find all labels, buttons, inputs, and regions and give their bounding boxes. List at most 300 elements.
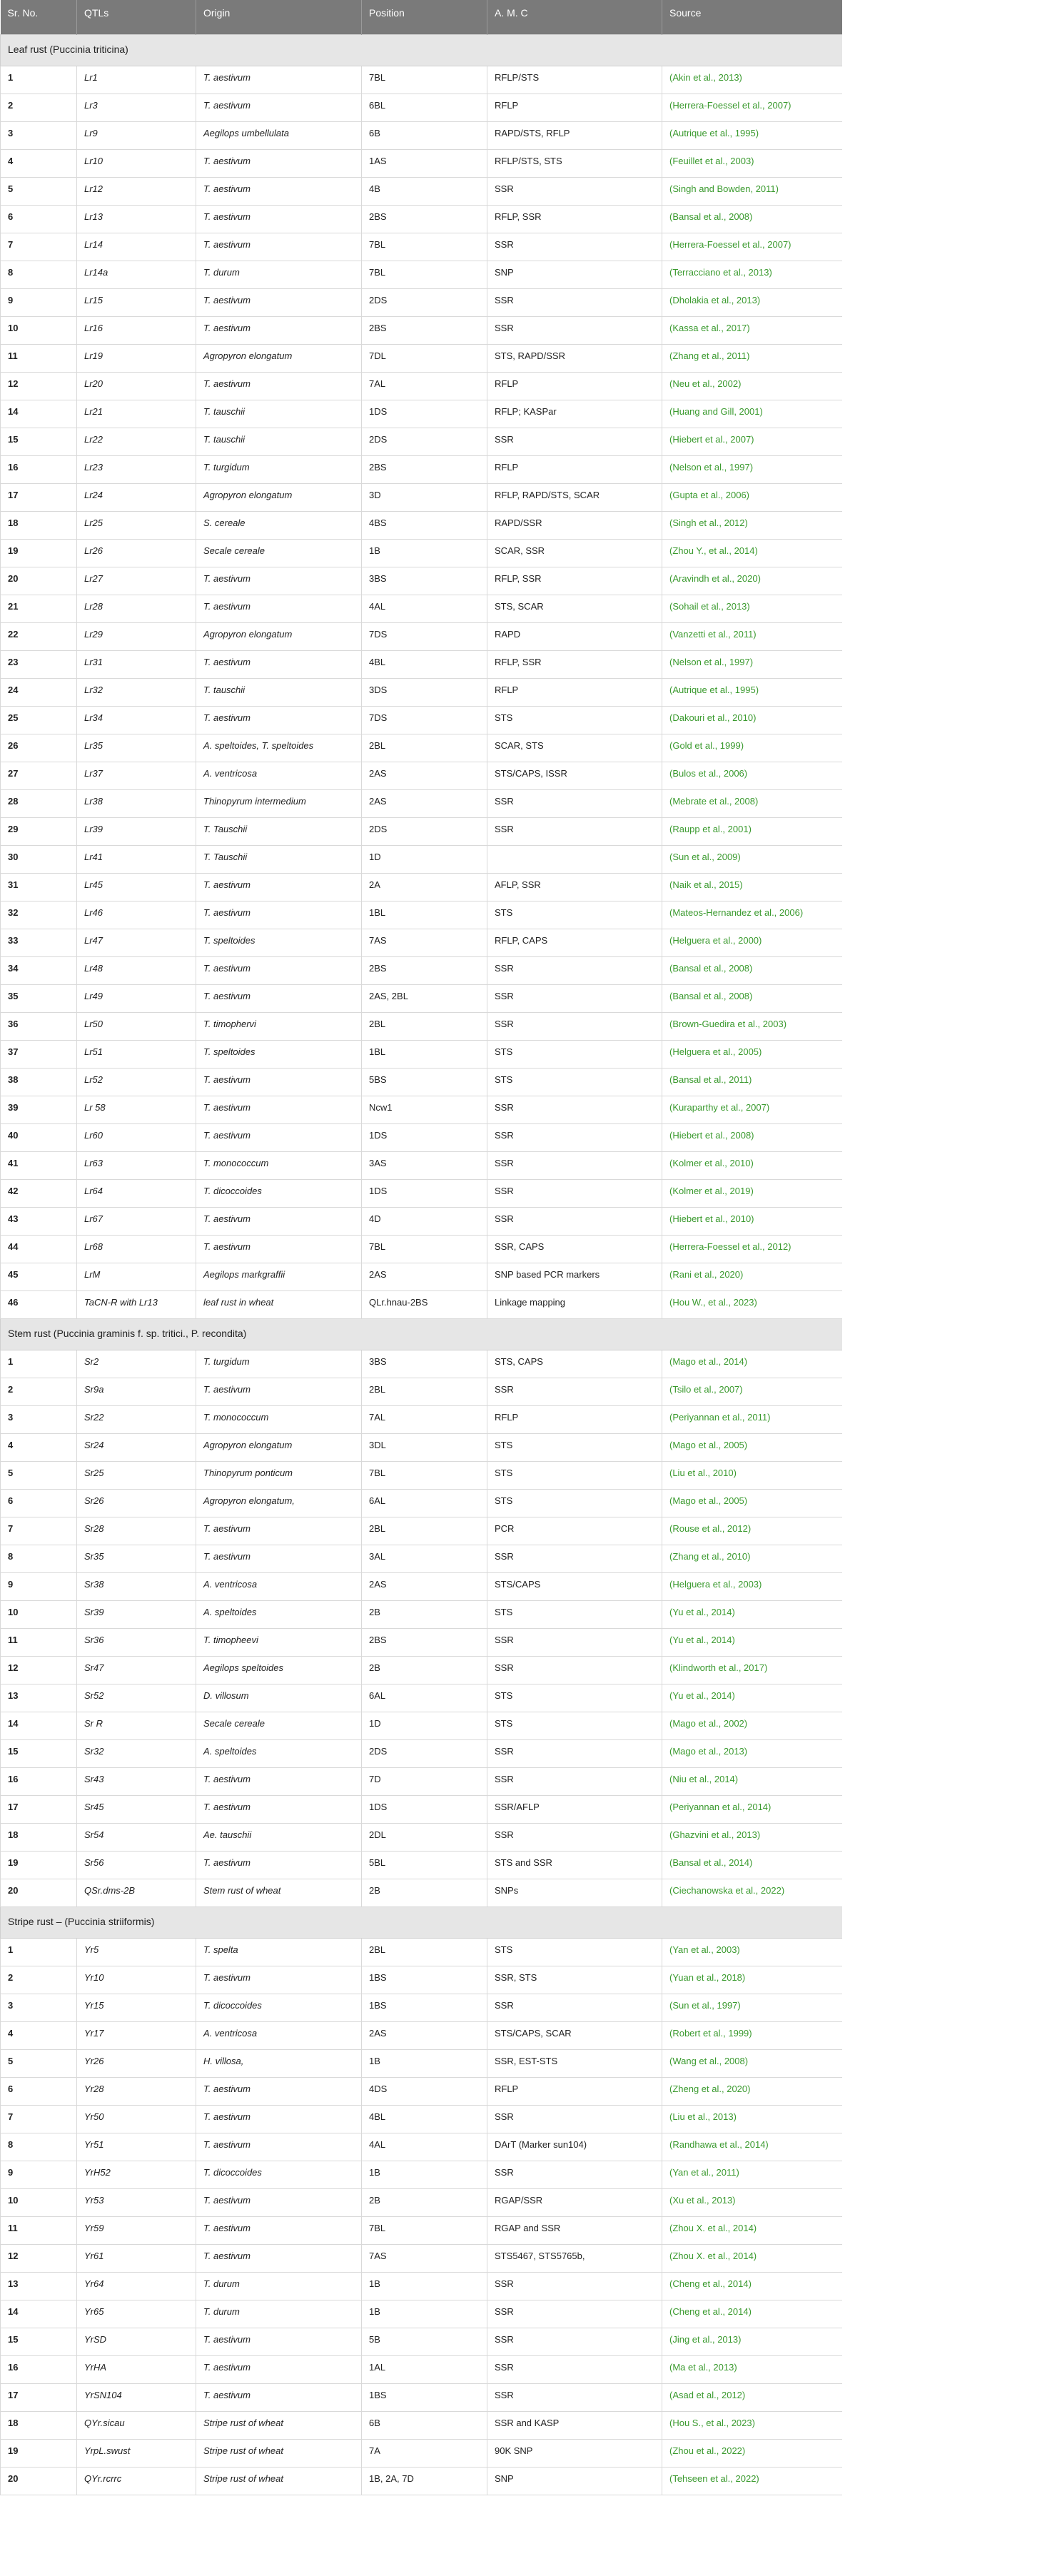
- cell-qtl: Sr47: [77, 1656, 196, 1684]
- cell-sr-no: 16: [1, 1767, 77, 1795]
- cell-origin: T. timophervi: [196, 1012, 362, 1040]
- cell-origin: Agropyron elongatum: [196, 1433, 362, 1461]
- table-row: [1, 2439, 843, 2467]
- cell-position: 3BS: [362, 1350, 487, 1378]
- cell-amc: SSR: [487, 288, 662, 316]
- cell-position: 4BS: [362, 511, 487, 539]
- cell-sr-no: 29: [1, 817, 77, 845]
- table-row: [1, 2244, 843, 2272]
- header-qtls: QTLs: [77, 0, 196, 34]
- cell-origin: T. aestivum: [196, 2077, 362, 2105]
- cell-origin: T. tauschii: [196, 400, 362, 428]
- cell-source-link[interactable]: (Tehseen et al., 2022): [662, 2467, 843, 2495]
- cell-position: 1BL: [362, 901, 487, 929]
- table-row: [1, 2077, 843, 2105]
- table-row: [1, 1012, 843, 1040]
- cell-source-link[interactable]: (Mago et al., 2013): [662, 1739, 843, 1767]
- cell-source-link[interactable]: (Rani et al., 2020): [662, 1263, 843, 1290]
- cell-qtl: Sr56: [77, 1851, 196, 1879]
- cell-qtl: YrSN104: [77, 2383, 196, 2411]
- cell-source-link[interactable]: (Bansal et al., 2008): [662, 205, 843, 233]
- cell-source-link[interactable]: (Kassa et al., 2017): [662, 316, 843, 344]
- cell-amc: SSR: [487, 2105, 662, 2133]
- table-row: [1, 2021, 843, 2049]
- cell-position: 7A: [362, 2439, 487, 2467]
- table-row: [1, 1851, 843, 1879]
- cell-qtl: Yr50: [77, 2105, 196, 2133]
- cell-sr-no: 2: [1, 1966, 77, 1994]
- cell-amc: SSR: [487, 2161, 662, 2188]
- cell-source-link[interactable]: (Zheng et al., 2020): [662, 2077, 843, 2105]
- cell-source-link[interactable]: (Mago et al., 2005): [662, 1433, 843, 1461]
- cell-source-link[interactable]: (Klindworth et al., 2017): [662, 1656, 843, 1684]
- cell-qtl: Lr15: [77, 288, 196, 316]
- cell-origin: T. aestivum: [196, 2244, 362, 2272]
- cell-amc: RFLP, SSR: [487, 205, 662, 233]
- cell-source-link[interactable]: (Vanzetti et al., 2011): [662, 622, 843, 650]
- cell-source-link[interactable]: (Jing et al., 2013): [662, 2328, 843, 2355]
- cell-source-link[interactable]: (Aravindh et al., 2020): [662, 567, 843, 595]
- cell-sr-no: 16: [1, 455, 77, 483]
- cell-amc: RGAP and SSR: [487, 2216, 662, 2244]
- cell-origin: T. Tauschii: [196, 817, 362, 845]
- cell-origin: T. aestivum: [196, 1545, 362, 1572]
- cell-source-link[interactable]: (Liu et al., 2013): [662, 2105, 843, 2133]
- cell-amc: 90K SNP: [487, 2439, 662, 2467]
- table-row: [1, 789, 843, 817]
- cell-position: 7D: [362, 1767, 487, 1795]
- cell-amc: STS: [487, 1040, 662, 1068]
- cell-sr-no: 32: [1, 901, 77, 929]
- cell-source-link[interactable]: (Ciechanowska et al., 2022): [662, 1879, 843, 1906]
- cell-origin: T. aestivum: [196, 1123, 362, 1151]
- cell-position: 1DS: [362, 1795, 487, 1823]
- cell-source-link[interactable]: (Mago et al., 2005): [662, 1489, 843, 1517]
- cell-source-link[interactable]: (Zhou X. et al., 2014): [662, 2244, 843, 2272]
- cell-amc: SSR/AFLP: [487, 1795, 662, 1823]
- cell-origin: T. tauschii: [196, 678, 362, 706]
- cell-amc: SCAR, SSR: [487, 539, 662, 567]
- cell-qtl: Lr49: [77, 984, 196, 1012]
- cell-amc: STS and SSR: [487, 1851, 662, 1879]
- cell-source-link[interactable]: (Singh and Bowden, 2011): [662, 177, 843, 205]
- cell-source-link[interactable]: (Dakouri et al., 2010): [662, 706, 843, 734]
- cell-sr-no: 20: [1, 1879, 77, 1906]
- table-row: [1, 1938, 843, 1966]
- header-amc: A. M. C: [487, 0, 662, 34]
- cell-qtl: QYr.rcrrc: [77, 2467, 196, 2495]
- cell-source-link[interactable]: (Zhang et al., 2011): [662, 344, 843, 372]
- table-row: [1, 1628, 843, 1656]
- cell-source-link[interactable]: (Kolmer et al., 2010): [662, 1151, 843, 1179]
- cell-origin: T. aestivum: [196, 1207, 362, 1235]
- cell-amc: STS, RAPD/SSR: [487, 344, 662, 372]
- cell-sr-no: 6: [1, 2077, 77, 2105]
- cell-position: 2AS: [362, 1572, 487, 1600]
- cell-position: 2DS: [362, 288, 487, 316]
- cell-source-link[interactable]: (Wang et al., 2008): [662, 2049, 843, 2077]
- cell-sr-no: 17: [1, 1795, 77, 1823]
- cell-position: 5BL: [362, 1851, 487, 1879]
- cell-position: 2DS: [362, 817, 487, 845]
- cell-qtl: Lr38: [77, 789, 196, 817]
- cell-amc: STS: [487, 1489, 662, 1517]
- cell-source-link[interactable]: (Yu et al., 2014): [662, 1684, 843, 1712]
- cell-source-link[interactable]: (Xu et al., 2013): [662, 2188, 843, 2216]
- cell-origin: T. timopheevi: [196, 1628, 362, 1656]
- cell-source-link[interactable]: (Autrique et al., 1995): [662, 121, 843, 149]
- cell-sr-no: 17: [1, 483, 77, 511]
- cell-qtl: Lr45: [77, 873, 196, 901]
- cell-qtl: Lr28: [77, 595, 196, 622]
- cell-source-link[interactable]: (Sun et al., 1997): [662, 1994, 843, 2021]
- table-row: [1, 344, 843, 372]
- cell-qtl: Lr37: [77, 762, 196, 789]
- cell-amc: RFLP: [487, 1405, 662, 1433]
- cell-sr-no: 21: [1, 595, 77, 622]
- cell-source-link[interactable]: (Nelson et al., 1997): [662, 455, 843, 483]
- cell-position: 6BL: [362, 94, 487, 121]
- cell-sr-no: 6: [1, 1489, 77, 1517]
- cell-qtl: Lr23: [77, 455, 196, 483]
- cell-position: 7BL: [362, 66, 487, 94]
- cell-source-link[interactable]: (Helguera et al., 2005): [662, 1040, 843, 1068]
- cell-origin: S. cereale: [196, 511, 362, 539]
- table-row: [1, 1461, 843, 1489]
- cell-origin: A. speltoides, T. speltoides: [196, 734, 362, 762]
- cell-source-link[interactable]: (Bansal et al., 2008): [662, 984, 843, 1012]
- cell-amc: STS5467, STS5765b,: [487, 2244, 662, 2272]
- cell-sr-no: 15: [1, 1739, 77, 1767]
- header-origin: Origin: [196, 0, 362, 34]
- cell-source-link[interactable]: (Terracciano et al., 2013): [662, 261, 843, 288]
- cell-qtl: QSr.dms-2B: [77, 1879, 196, 1906]
- cell-qtl: Sr9a: [77, 1378, 196, 1405]
- table-row: [1, 1151, 843, 1179]
- cell-source-link[interactable]: (Herrera-Foessel et al., 2012): [662, 1235, 843, 1263]
- cell-origin: T. aestivum: [196, 706, 362, 734]
- cell-source-link[interactable]: (Bulos et al., 2006): [662, 762, 843, 789]
- table-row: [1, 762, 843, 789]
- cell-source-link[interactable]: (Sohail et al., 2013): [662, 595, 843, 622]
- cell-position: 3D: [362, 483, 487, 511]
- table-row: [1, 2300, 843, 2328]
- cell-position: 2BL: [362, 1517, 487, 1545]
- table-row: [1, 1739, 843, 1767]
- cell-source-link[interactable]: (Huang and Gill, 2001): [662, 400, 843, 428]
- cell-source-link[interactable]: (Liu et al., 2010): [662, 1461, 843, 1489]
- cell-sr-no: 12: [1, 1656, 77, 1684]
- cell-qtl: Lr39: [77, 817, 196, 845]
- cell-source-link[interactable]: (Bansal et al., 2011): [662, 1068, 843, 1096]
- table-row: [1, 372, 843, 400]
- cell-source-link[interactable]: (Mebrate et al., 2008): [662, 789, 843, 817]
- cell-qtl: Lr26: [77, 539, 196, 567]
- cell-origin: T. aestivum: [196, 1851, 362, 1879]
- header-source: Source: [662, 0, 843, 34]
- cell-sr-no: 8: [1, 2133, 77, 2161]
- cell-source-link[interactable]: (Kuraparthy et al., 2007): [662, 1096, 843, 1123]
- cell-qtl: Lr14a: [77, 261, 196, 288]
- cell-amc: SSR, CAPS: [487, 1235, 662, 1263]
- cell-source-link[interactable]: (Kolmer et al., 2019): [662, 1179, 843, 1207]
- cell-source-link[interactable]: (Autrique et al., 1995): [662, 678, 843, 706]
- cell-amc: STS: [487, 1938, 662, 1966]
- cell-source-link[interactable]: (Helguera et al., 2000): [662, 929, 843, 956]
- cell-sr-no: 2: [1, 1378, 77, 1405]
- cell-qtl: YrpL.swust: [77, 2439, 196, 2467]
- cell-qtl: Lr31: [77, 650, 196, 678]
- cell-qtl: Sr36: [77, 1628, 196, 1656]
- cell-position: 7AS: [362, 929, 487, 956]
- cell-source-link[interactable]: (Zhang et al., 2010): [662, 1545, 843, 1572]
- table-row: [1, 511, 843, 539]
- cell-qtl: Lr3: [77, 94, 196, 121]
- cell-qtl: Yr51: [77, 2133, 196, 2161]
- cell-origin: T. aestivum: [196, 1795, 362, 1823]
- table-row: [1, 873, 843, 901]
- cell-source-link[interactable]: (Periyannan et al., 2011): [662, 1405, 843, 1433]
- cell-source-link[interactable]: (Feuillet et al., 2003): [662, 149, 843, 177]
- cell-origin: T. Tauschii: [196, 845, 362, 873]
- cell-sr-no: 10: [1, 1600, 77, 1628]
- cell-origin: T. durum: [196, 2300, 362, 2328]
- cell-amc: RFLP: [487, 2077, 662, 2105]
- table-row: [1, 1068, 843, 1096]
- cell-qtl: Sr54: [77, 1823, 196, 1851]
- cell-source-link[interactable]: (Singh et al., 2012): [662, 511, 843, 539]
- cell-source-link[interactable]: (Yu et al., 2014): [662, 1628, 843, 1656]
- cell-sr-no: 15: [1, 2328, 77, 2355]
- cell-amc: SSR: [487, 1739, 662, 1767]
- section-title: Leaf rust (Puccinia triticina): [1, 34, 843, 66]
- cell-origin: T. tauschii: [196, 428, 362, 455]
- table-header: [1, 0, 843, 34]
- cell-qtl: Sr43: [77, 1767, 196, 1795]
- cell-qtl: TaCN-R with Lr13: [77, 1290, 196, 1318]
- cell-position: 1DS: [362, 400, 487, 428]
- cell-source-link[interactable]: (Hou S., et al., 2023): [662, 2411, 843, 2439]
- cell-origin: T. spelta: [196, 1938, 362, 1966]
- cell-source-link[interactable]: (Herrera-Foessel et al., 2007): [662, 94, 843, 121]
- cell-sr-no: 4: [1, 2021, 77, 2049]
- header-position: Position: [362, 0, 487, 34]
- cell-source-link[interactable]: (Cheng et al., 2014): [662, 2300, 843, 2328]
- cell-position: 1D: [362, 1712, 487, 1739]
- cell-amc: SSR: [487, 1151, 662, 1179]
- cell-source-link[interactable]: (Mago et al., 2002): [662, 1712, 843, 1739]
- cell-source-link[interactable]: (Gupta et al., 2006): [662, 483, 843, 511]
- cell-origin: Thinopyrum intermedium: [196, 789, 362, 817]
- cell-source-link[interactable]: (Yan et al., 2011): [662, 2161, 843, 2188]
- cell-source-link[interactable]: (Nelson et al., 1997): [662, 650, 843, 678]
- cell-source-link[interactable]: (Periyannan et al., 2014): [662, 1795, 843, 1823]
- header-sr-no: Sr. No.: [1, 0, 77, 34]
- table-row: [1, 1489, 843, 1517]
- cell-source-link[interactable]: (Ghazvini et al., 2013): [662, 1823, 843, 1851]
- cell-source-link[interactable]: (Dholakia et al., 2013): [662, 288, 843, 316]
- cell-source-link[interactable]: (Akin et al., 2013): [662, 66, 843, 94]
- cell-amc: SSR, STS: [487, 1966, 662, 1994]
- cell-amc: SNP: [487, 261, 662, 288]
- cell-position: 1DS: [362, 1123, 487, 1151]
- cell-amc: SSR: [487, 1545, 662, 1572]
- cell-source-link[interactable]: (Asad et al., 2012): [662, 2383, 843, 2411]
- cell-source-link[interactable]: (Mateos-Hernandez et al., 2006): [662, 901, 843, 929]
- cell-amc: RAPD: [487, 622, 662, 650]
- cell-amc: STS/CAPS, SCAR: [487, 2021, 662, 2049]
- cell-sr-no: 14: [1, 2300, 77, 2328]
- cell-source-link[interactable]: (Bansal et al., 2008): [662, 956, 843, 984]
- cell-qtl: Sr32: [77, 1739, 196, 1767]
- cell-qtl: YrSD: [77, 2328, 196, 2355]
- cell-position: 2DS: [362, 1739, 487, 1767]
- table-row: [1, 817, 843, 845]
- cell-sr-no: 9: [1, 288, 77, 316]
- table-row: [1, 66, 843, 94]
- cell-amc: RFLP/STS, STS: [487, 149, 662, 177]
- cell-qtl: Sr39: [77, 1600, 196, 1628]
- cell-position: 2BS: [362, 1628, 487, 1656]
- table-row: [1, 1350, 843, 1378]
- cell-qtl: Sr45: [77, 1795, 196, 1823]
- cell-source-link[interactable]: (Yan et al., 2003): [662, 1938, 843, 1966]
- cell-sr-no: 13: [1, 2272, 77, 2300]
- cell-sr-no: 46: [1, 1290, 77, 1318]
- cell-position: 2B: [362, 1656, 487, 1684]
- table-row: [1, 2272, 843, 2300]
- cell-amc: SSR: [487, 1628, 662, 1656]
- cell-qtl: Yr5: [77, 1938, 196, 1966]
- cell-sr-no: 12: [1, 2244, 77, 2272]
- table-row: [1, 2411, 843, 2439]
- table-row: [1, 567, 843, 595]
- cell-position: 7BL: [362, 233, 487, 261]
- cell-source-link[interactable]: (Ma et al., 2013): [662, 2355, 843, 2383]
- cell-sr-no: 3: [1, 121, 77, 149]
- cell-sr-no: 7: [1, 2105, 77, 2133]
- cell-source-link[interactable]: (Niu et al., 2014): [662, 1767, 843, 1795]
- table-row: [1, 1040, 843, 1068]
- cell-sr-no: 18: [1, 2411, 77, 2439]
- cell-sr-no: 27: [1, 762, 77, 789]
- cell-source-link[interactable]: (Zhou et al., 2022): [662, 2439, 843, 2467]
- cell-origin: T. aestivum: [196, 1068, 362, 1096]
- cell-position: 2DL: [362, 1823, 487, 1851]
- cell-origin: T. dicoccoides: [196, 1179, 362, 1207]
- cell-source-link[interactable]: (Neu et al., 2002): [662, 372, 843, 400]
- cell-source-link[interactable]: (Tsilo et al., 2007): [662, 1378, 843, 1405]
- cell-origin: Agropyron elongatum: [196, 483, 362, 511]
- cell-source-link[interactable]: (Mago et al., 2014): [662, 1350, 843, 1378]
- header-row: [1, 0, 843, 34]
- cell-origin: T. aestivum: [196, 1235, 362, 1263]
- cell-origin: T. aestivum: [196, 984, 362, 1012]
- cell-position: 4BL: [362, 2105, 487, 2133]
- cell-position: 2B: [362, 2188, 487, 2216]
- table-row: [1, 94, 843, 121]
- table-row: [1, 1290, 843, 1318]
- table-row: [1, 1966, 843, 1994]
- cell-source-link[interactable]: (Cheng et al., 2014): [662, 2272, 843, 2300]
- cell-origin: T. aestivum: [196, 2105, 362, 2133]
- cell-amc: STS/CAPS: [487, 1572, 662, 1600]
- cell-sr-no: 24: [1, 678, 77, 706]
- cell-origin: T. dicoccoides: [196, 2161, 362, 2188]
- cell-source-link[interactable]: (Brown-Guedira et al., 2003): [662, 1012, 843, 1040]
- cell-origin: Agropyron elongatum: [196, 344, 362, 372]
- cell-position: 1B: [362, 2049, 487, 2077]
- cell-amc: SSR: [487, 789, 662, 817]
- cell-amc: RFLP, SSR: [487, 650, 662, 678]
- cell-sr-no: 20: [1, 2467, 77, 2495]
- cell-sr-no: 39: [1, 1096, 77, 1123]
- cell-source-link[interactable]: (Raupp et al., 2001): [662, 817, 843, 845]
- cell-origin: T. aestivum: [196, 2133, 362, 2161]
- cell-position: 2DS: [362, 428, 487, 455]
- cell-source-link[interactable]: (Zhou X. et al., 2014): [662, 2216, 843, 2244]
- cell-amc: SSR: [487, 2272, 662, 2300]
- cell-origin: Stripe rust of wheat: [196, 2467, 362, 2495]
- cell-source-link[interactable]: (Naik et al., 2015): [662, 873, 843, 901]
- table-row: [1, 1767, 843, 1795]
- cell-sr-no: 18: [1, 1823, 77, 1851]
- cell-origin: Ae. tauschii: [196, 1823, 362, 1851]
- table-row: [1, 929, 843, 956]
- cell-origin: Aegilops umbellulata: [196, 121, 362, 149]
- cell-source-link[interactable]: (Helguera et al., 2003): [662, 1572, 843, 1600]
- cell-sr-no: 40: [1, 1123, 77, 1151]
- cell-position: 7AL: [362, 372, 487, 400]
- cell-origin: Stripe rust of wheat: [196, 2439, 362, 2467]
- cell-source-link[interactable]: (Hou W., et al., 2023): [662, 1290, 843, 1318]
- cell-amc: STS, CAPS: [487, 1350, 662, 1378]
- cell-position: 2BS: [362, 205, 487, 233]
- cell-position: 2BS: [362, 455, 487, 483]
- cell-source-link[interactable]: (Bansal et al., 2014): [662, 1851, 843, 1879]
- table-row: [1, 2328, 843, 2355]
- cell-amc: STS/CAPS, ISSR: [487, 762, 662, 789]
- cell-source-link[interactable]: (Herrera-Foessel et al., 2007): [662, 233, 843, 261]
- cell-source-link[interactable]: (Hiebert et al., 2008): [662, 1123, 843, 1151]
- cell-position: 7BL: [362, 2216, 487, 2244]
- cell-source-link[interactable]: (Gold et al., 1999): [662, 734, 843, 762]
- cell-source-link[interactable]: (Hiebert et al., 2010): [662, 1207, 843, 1235]
- cell-origin: T. aestivum: [196, 2383, 362, 2411]
- cell-qtl: Lr20: [77, 372, 196, 400]
- cell-amc: SCAR, STS: [487, 734, 662, 762]
- cell-amc: SSR: [487, 428, 662, 455]
- cell-amc: SSR: [487, 1207, 662, 1235]
- cell-origin: T. aestivum: [196, 316, 362, 344]
- cell-source-link[interactable]: (Yuan et al., 2018): [662, 1966, 843, 1994]
- cell-source-link[interactable]: (Hiebert et al., 2007): [662, 428, 843, 455]
- cell-origin: Agropyron elongatum: [196, 622, 362, 650]
- cell-source-link[interactable]: (Yu et al., 2014): [662, 1600, 843, 1628]
- cell-position: Ncw1: [362, 1096, 487, 1123]
- cell-sr-no: 9: [1, 2161, 77, 2188]
- table-row: [1, 233, 843, 261]
- cell-source-link[interactable]: (Zhou Y., et al., 2014): [662, 539, 843, 567]
- cell-sr-no: 6: [1, 205, 77, 233]
- cell-qtl: Lr9: [77, 121, 196, 149]
- cell-source-link[interactable]: (Rouse et al., 2012): [662, 1517, 843, 1545]
- cell-source-link[interactable]: (Randhawa et al., 2014): [662, 2133, 843, 2161]
- cell-source-link[interactable]: (Sun et al., 2009): [662, 845, 843, 873]
- table-row: [1, 956, 843, 984]
- cell-source-link[interactable]: (Robert et al., 1999): [662, 2021, 843, 2049]
- cell-position: QLr.hnau-2BS: [362, 1290, 487, 1318]
